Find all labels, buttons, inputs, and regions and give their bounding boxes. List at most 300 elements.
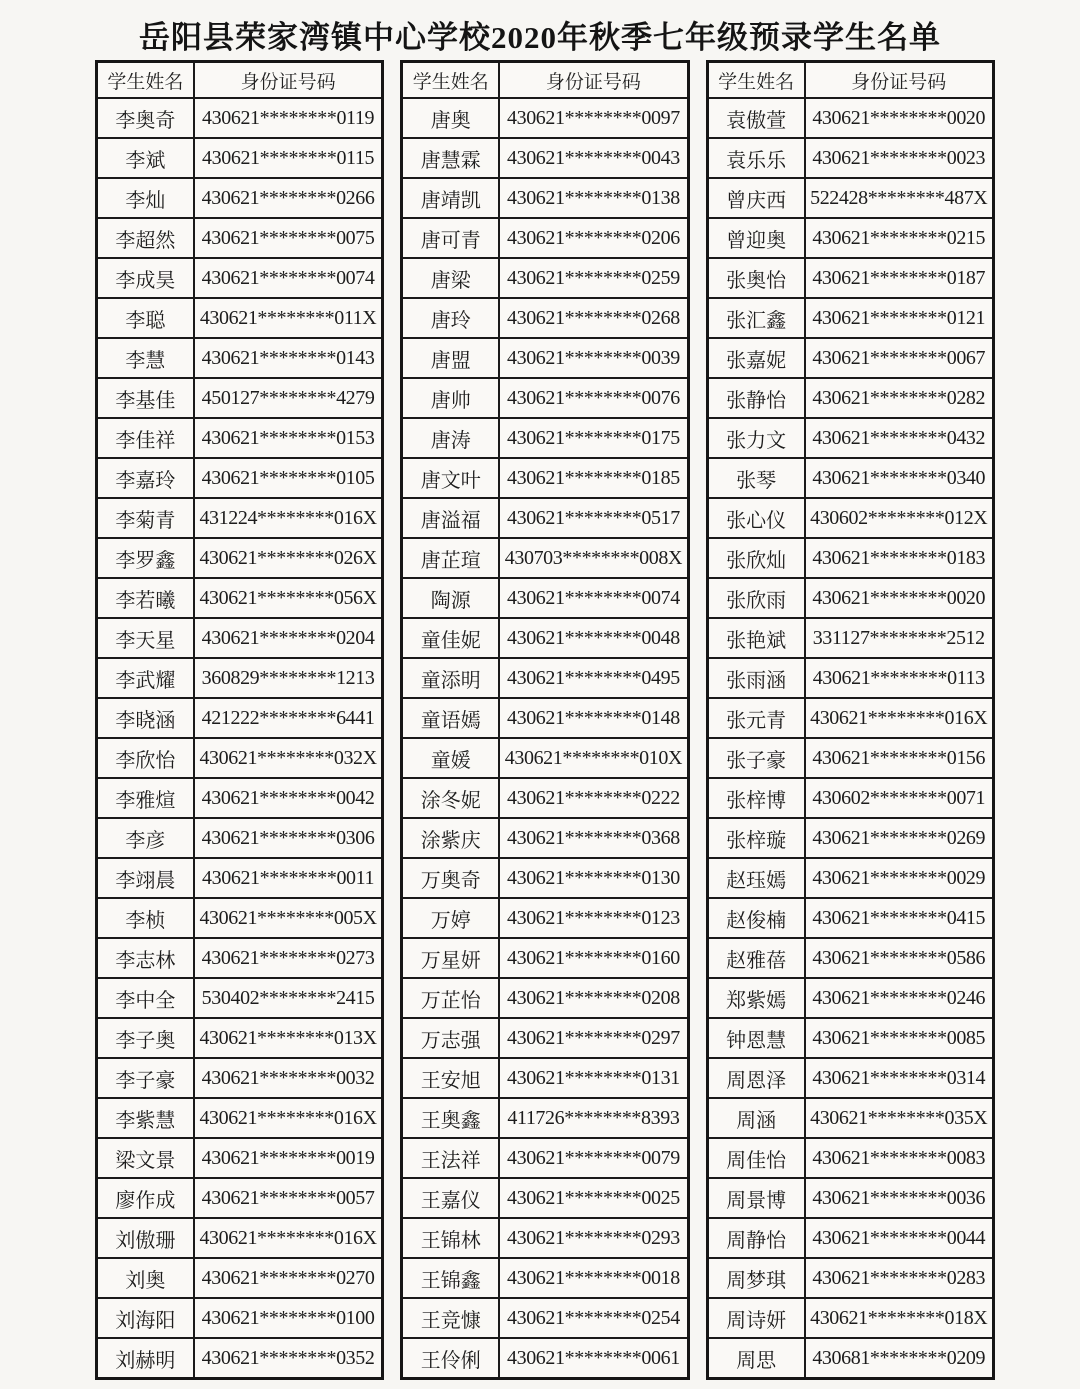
student-id-cell: 430621********0018 (499, 1258, 688, 1298)
table-row (402, 698, 688, 738)
student-name-cell: 赵俊楠 (707, 898, 804, 938)
student-id-cell: 430621********0160 (499, 938, 688, 978)
table-row (707, 458, 993, 498)
table-row (97, 938, 383, 978)
student-name-cell: 李桢 (97, 898, 194, 938)
student-name-cell: 梁文景 (97, 1138, 194, 1178)
table-row (402, 538, 688, 578)
student-name-cell: 王锦鑫 (402, 1258, 499, 1298)
student-id-cell: 430621********0123 (499, 898, 688, 938)
student-id-cell: 430621********0259 (499, 258, 688, 298)
student-name-cell: 张梓博 (707, 778, 804, 818)
table-row (707, 1338, 993, 1379)
student-name-cell: 李斌 (97, 138, 194, 178)
table-row (402, 378, 688, 418)
table-row (97, 1298, 383, 1338)
student-name-cell: 周静怡 (707, 1218, 804, 1258)
student-name-cell: 张琴 (707, 458, 804, 498)
table-row (707, 938, 993, 978)
student-id-cell: 430621********0254 (499, 1298, 688, 1338)
table-row (97, 258, 383, 298)
student-id-cell: 430621********0138 (499, 178, 688, 218)
table-row (707, 418, 993, 458)
student-name-cell: 李雅煊 (97, 778, 194, 818)
student-id-cell: 430621********0187 (805, 258, 994, 298)
table-row (97, 778, 383, 818)
student-id-cell: 430621********0083 (805, 1138, 994, 1178)
student-name-cell: 赵珏嫣 (707, 858, 804, 898)
student-id-cell: 430621********005X (194, 898, 383, 938)
student-name-cell: 刘海阳 (97, 1298, 194, 1338)
student-id-cell: 430621********0036 (805, 1178, 994, 1218)
student-id-cell: 430621********0183 (805, 538, 994, 578)
table-row (707, 1138, 993, 1178)
student-name-cell: 李慧 (97, 338, 194, 378)
student-id-cell: 430621********0011 (194, 858, 383, 898)
student-name-cell: 张雨涵 (707, 658, 804, 698)
table-row (97, 1058, 383, 1098)
student-id-cell: 450127********4279 (194, 378, 383, 418)
student-id-cell: 430621********0039 (499, 338, 688, 378)
student-id-cell: 430621********0208 (499, 978, 688, 1018)
student-name-cell: 李彦 (97, 818, 194, 858)
student-id-cell: 430621********0283 (805, 1258, 994, 1298)
table-row (402, 1058, 688, 1098)
student-name-cell: 周梦琪 (707, 1258, 804, 1298)
roster-table-3 (706, 60, 995, 1380)
table-row (707, 1098, 993, 1138)
student-id-cell: 430621********0268 (499, 298, 688, 338)
table-row (97, 898, 383, 938)
student-id-cell: 430621********0148 (499, 698, 688, 738)
table-row (97, 1218, 383, 1258)
student-name-cell: 唐靖凯 (402, 178, 499, 218)
student-name-cell: 李紫慧 (97, 1098, 194, 1138)
table-row (97, 98, 383, 138)
student-id-cell: 430621********013X (194, 1018, 383, 1058)
table-row (97, 458, 383, 498)
table-row (707, 978, 993, 1018)
table-row (402, 138, 688, 178)
student-name-cell: 张奥怡 (707, 258, 804, 298)
column-header-name: 学生姓名 (707, 62, 804, 99)
table-row (402, 1178, 688, 1218)
student-id-cell: 430621********0115 (194, 138, 383, 178)
student-id-cell: 430621********0306 (194, 818, 383, 858)
student-name-cell: 唐玲 (402, 298, 499, 338)
student-name-cell: 李嘉玲 (97, 458, 194, 498)
table-row (707, 138, 993, 178)
student-id-cell: 430621********0215 (805, 218, 994, 258)
student-id-cell: 430621********0100 (194, 1298, 383, 1338)
student-name-cell: 李子奥 (97, 1018, 194, 1058)
student-id-cell: 430621********0175 (499, 418, 688, 458)
student-id-cell: 430621********0156 (805, 738, 994, 778)
student-id-cell: 430621********032X (194, 738, 383, 778)
student-name-cell: 童媛 (402, 738, 499, 778)
table-row (97, 978, 383, 1018)
student-name-cell: 李聪 (97, 298, 194, 338)
table-row (402, 818, 688, 858)
student-id-cell: 430621********0079 (499, 1138, 688, 1178)
table-row (402, 1298, 688, 1338)
student-name-cell: 李武耀 (97, 658, 194, 698)
student-id-cell: 430621********011X (194, 298, 383, 338)
table-row (707, 338, 993, 378)
student-name-cell: 李中全 (97, 978, 194, 1018)
student-name-cell: 唐梁 (402, 258, 499, 298)
student-id-cell: 331127********2512 (805, 618, 994, 658)
table-row (402, 898, 688, 938)
table-row (97, 658, 383, 698)
table-row (402, 218, 688, 258)
table-row (707, 1298, 993, 1338)
student-id-cell: 430602********0071 (805, 778, 994, 818)
student-id-cell: 430621********018X (805, 1298, 994, 1338)
student-name-cell: 钟恩慧 (707, 1018, 804, 1058)
student-name-cell: 唐文叶 (402, 458, 499, 498)
table-row (97, 738, 383, 778)
student-id-cell: 430621********0495 (499, 658, 688, 698)
table-row (707, 1218, 993, 1258)
student-name-cell: 张子豪 (707, 738, 804, 778)
student-id-cell: 431224********016X (194, 498, 383, 538)
student-name-cell: 周恩泽 (707, 1058, 804, 1098)
table-row (402, 978, 688, 1018)
student-name-cell: 万芷怡 (402, 978, 499, 1018)
table-row (707, 658, 993, 698)
student-name-cell: 张梓璇 (707, 818, 804, 858)
student-name-cell: 赵雅蓓 (707, 938, 804, 978)
student-name-cell: 童语嫣 (402, 698, 499, 738)
student-id-cell: 430621********0293 (499, 1218, 688, 1258)
student-id-cell: 430621********0043 (499, 138, 688, 178)
table-row (402, 418, 688, 458)
student-name-cell: 袁乐乐 (707, 138, 804, 178)
table-row (707, 258, 993, 298)
table-row (707, 738, 993, 778)
student-name-cell: 王嘉仪 (402, 1178, 499, 1218)
student-name-cell: 陶源 (402, 578, 499, 618)
student-name-cell: 李灿 (97, 178, 194, 218)
table-row (97, 578, 383, 618)
student-name-cell: 涂冬妮 (402, 778, 499, 818)
table-row (402, 578, 688, 618)
student-name-cell: 刘傲珊 (97, 1218, 194, 1258)
table-row (707, 578, 993, 618)
student-name-cell: 唐涛 (402, 418, 499, 458)
student-id-cell: 430621********0586 (805, 938, 994, 978)
table-row (707, 698, 993, 738)
student-name-cell: 万婷 (402, 898, 499, 938)
student-name-cell: 万志强 (402, 1018, 499, 1058)
table-row (707, 818, 993, 858)
student-id-cell: 430681********0209 (805, 1338, 994, 1379)
table-row (707, 1258, 993, 1298)
student-name-cell: 童添明 (402, 658, 499, 698)
table-row (402, 1018, 688, 1058)
student-name-cell: 唐奥 (402, 98, 499, 138)
student-name-cell: 周思 (707, 1338, 804, 1379)
student-name-cell: 张欣雨 (707, 578, 804, 618)
student-name-cell: 李菊青 (97, 498, 194, 538)
table-row (97, 618, 383, 658)
student-id-cell: 430621********0119 (194, 98, 383, 138)
student-id-cell: 430621********026X (194, 538, 383, 578)
student-id-cell: 430621********0415 (805, 898, 994, 938)
table-row (402, 98, 688, 138)
student-name-cell: 王伶俐 (402, 1338, 499, 1379)
table-row (402, 1098, 688, 1138)
student-id-cell: 430621********0020 (805, 578, 994, 618)
student-id-cell: 430621********0105 (194, 458, 383, 498)
student-id-cell: 430621********0352 (194, 1338, 383, 1379)
table-row (97, 1338, 383, 1379)
student-name-cell: 万星妍 (402, 938, 499, 978)
table-row (97, 178, 383, 218)
student-name-cell: 刘赫明 (97, 1338, 194, 1379)
student-name-cell: 郑紫嫣 (707, 978, 804, 1018)
student-id-cell: 430621********0340 (805, 458, 994, 498)
student-name-cell: 王安旭 (402, 1058, 499, 1098)
header-row (97, 62, 383, 99)
student-id-cell: 430621********0076 (499, 378, 688, 418)
table-row (402, 258, 688, 298)
student-id-cell: 430621********0113 (805, 658, 994, 698)
student-id-cell: 430621********0432 (805, 418, 994, 458)
student-id-cell: 430621********0048 (499, 618, 688, 658)
student-name-cell: 廖作成 (97, 1178, 194, 1218)
student-id-cell: 430621********0282 (805, 378, 994, 418)
table-row (97, 298, 383, 338)
table-row (402, 458, 688, 498)
student-name-cell: 李超然 (97, 218, 194, 258)
table-row (707, 898, 993, 938)
table-row (97, 1178, 383, 1218)
student-id-cell: 430703********008X (499, 538, 688, 578)
student-id-cell: 430621********0023 (805, 138, 994, 178)
student-name-cell: 李若曦 (97, 578, 194, 618)
student-id-cell: 430621********0273 (194, 938, 383, 978)
table-row (97, 818, 383, 858)
student-id-cell: 430621********0085 (805, 1018, 994, 1058)
student-name-cell: 唐芷瑄 (402, 538, 499, 578)
student-id-cell: 430621********0020 (805, 98, 994, 138)
student-id-cell: 430621********016X (194, 1218, 383, 1258)
table-row (97, 1098, 383, 1138)
student-id-cell: 430621********0153 (194, 418, 383, 458)
table-row (97, 138, 383, 178)
table-row (707, 98, 993, 138)
table-row (707, 618, 993, 658)
table-row (707, 1178, 993, 1218)
table-row (707, 538, 993, 578)
table-row (97, 378, 383, 418)
table-row (402, 778, 688, 818)
table-row (97, 338, 383, 378)
student-name-cell: 周佳怡 (707, 1138, 804, 1178)
table-row (97, 1138, 383, 1178)
table-row (97, 698, 383, 738)
student-name-cell: 张欣灿 (707, 538, 804, 578)
student-name-cell: 李基佳 (97, 378, 194, 418)
student-id-cell: 430621********0044 (805, 1218, 994, 1258)
table-row (402, 738, 688, 778)
student-id-cell: 522428********487X (805, 178, 994, 218)
student-name-cell: 张艳斌 (707, 618, 804, 658)
table-row (402, 338, 688, 378)
student-id-cell: 430621********0097 (499, 98, 688, 138)
student-name-cell: 李佳祥 (97, 418, 194, 458)
table-row (707, 778, 993, 818)
student-name-cell: 王竞慷 (402, 1298, 499, 1338)
student-id-cell: 430621********0269 (805, 818, 994, 858)
student-id-cell: 530402********2415 (194, 978, 383, 1018)
student-id-cell: 430621********0314 (805, 1058, 994, 1098)
table-row (707, 858, 993, 898)
student-name-cell: 周景博 (707, 1178, 804, 1218)
student-id-cell: 430621********0074 (499, 578, 688, 618)
student-name-cell: 唐慧霖 (402, 138, 499, 178)
student-name-cell: 唐帅 (402, 378, 499, 418)
student-id-cell: 430621********0032 (194, 1058, 383, 1098)
student-id-cell: 430621********010X (499, 738, 688, 778)
student-name-cell: 周涵 (707, 1098, 804, 1138)
student-name-cell: 李欣怡 (97, 738, 194, 778)
student-id-cell: 430621********0368 (499, 818, 688, 858)
roster-columns (95, 60, 995, 1380)
table-row (707, 498, 993, 538)
table-row (402, 498, 688, 538)
column-header-id: 身份证号码 (805, 62, 994, 99)
student-id-cell: 430621********0121 (805, 298, 994, 338)
student-name-cell: 唐溢福 (402, 498, 499, 538)
student-name-cell: 张嘉妮 (707, 338, 804, 378)
table-row (402, 298, 688, 338)
student-id-cell: 430621********0246 (805, 978, 994, 1018)
student-name-cell: 周诗妍 (707, 1298, 804, 1338)
roster-table-2 (400, 60, 689, 1380)
table-row (402, 1258, 688, 1298)
student-id-cell: 430621********0270 (194, 1258, 383, 1298)
table-row (707, 178, 993, 218)
student-name-cell: 张元青 (707, 698, 804, 738)
student-name-cell: 张力文 (707, 418, 804, 458)
student-name-cell: 李成昊 (97, 258, 194, 298)
table-row (707, 1058, 993, 1098)
student-id-cell: 430621********035X (805, 1098, 994, 1138)
student-name-cell: 李子豪 (97, 1058, 194, 1098)
table-row (97, 418, 383, 458)
student-id-cell: 430621********016X (805, 698, 994, 738)
student-id-cell: 430621********0131 (499, 1058, 688, 1098)
table-row (402, 1138, 688, 1178)
student-name-cell: 李翊晨 (97, 858, 194, 898)
student-name-cell: 袁傲萱 (707, 98, 804, 138)
column-header-name: 学生姓名 (97, 62, 194, 99)
table-row (402, 938, 688, 978)
student-name-cell: 王奥鑫 (402, 1098, 499, 1138)
student-name-cell: 张静怡 (707, 378, 804, 418)
table-row (97, 218, 383, 258)
student-name-cell: 张汇鑫 (707, 298, 804, 338)
student-name-cell: 王法祥 (402, 1138, 499, 1178)
student-name-cell: 王锦林 (402, 1218, 499, 1258)
table-row (402, 858, 688, 898)
header-row (707, 62, 993, 99)
student-name-cell: 曾庆西 (707, 178, 804, 218)
student-id-cell: 430621********056X (194, 578, 383, 618)
table-row (97, 858, 383, 898)
table-row (97, 1018, 383, 1058)
table-row (97, 1258, 383, 1298)
table-row (402, 1218, 688, 1258)
student-name-cell: 涂紫庆 (402, 818, 499, 858)
student-name-cell: 刘奥 (97, 1258, 194, 1298)
student-id-cell: 430621********0025 (499, 1178, 688, 1218)
page-title: 岳阳县荣家湾镇中心学校2020年秋季七年级预录学生名单 (139, 20, 941, 55)
student-name-cell: 曾迎奥 (707, 218, 804, 258)
student-name-cell: 李罗鑫 (97, 538, 194, 578)
table-row (402, 1338, 688, 1379)
table-row (707, 298, 993, 338)
table-row (97, 538, 383, 578)
student-id-cell: 430621********0517 (499, 498, 688, 538)
student-name-cell: 唐盟 (402, 338, 499, 378)
student-id-cell: 421222********6441 (194, 698, 383, 738)
student-id-cell: 430621********0130 (499, 858, 688, 898)
column-header-id: 身份证号码 (194, 62, 383, 99)
student-name-cell: 李奥奇 (97, 98, 194, 138)
student-id-cell: 430621********0019 (194, 1138, 383, 1178)
student-id-cell: 430621********0206 (499, 218, 688, 258)
student-id-cell: 430621********0029 (805, 858, 994, 898)
student-id-cell: 411726********8393 (499, 1098, 688, 1138)
table-row (97, 498, 383, 538)
student-id-cell: 430621********016X (194, 1098, 383, 1138)
student-name-cell: 李晓涵 (97, 698, 194, 738)
table-row (707, 378, 993, 418)
header-row (402, 62, 688, 99)
student-id-cell: 430621********0061 (499, 1338, 688, 1379)
table-row (402, 658, 688, 698)
student-id-cell: 430621********0075 (194, 218, 383, 258)
student-id-cell: 430602********012X (805, 498, 994, 538)
column-header-name: 学生姓名 (402, 62, 499, 99)
roster-table-1 (95, 60, 384, 1380)
table-row (707, 218, 993, 258)
student-id-cell: 430621********0074 (194, 258, 383, 298)
student-name-cell: 童佳妮 (402, 618, 499, 658)
student-id-cell: 430621********0266 (194, 178, 383, 218)
student-id-cell: 430621********0297 (499, 1018, 688, 1058)
student-name-cell: 李天星 (97, 618, 194, 658)
student-id-cell: 430621********0057 (194, 1178, 383, 1218)
student-name-cell: 张心仪 (707, 498, 804, 538)
student-name-cell: 唐可青 (402, 218, 499, 258)
column-header-id: 身份证号码 (499, 62, 688, 99)
student-id-cell: 430621********0067 (805, 338, 994, 378)
table-row (402, 618, 688, 658)
student-id-cell: 430621********0042 (194, 778, 383, 818)
table-row (707, 1018, 993, 1058)
student-name-cell: 万奥奇 (402, 858, 499, 898)
table-row (402, 178, 688, 218)
student-name-cell: 李志林 (97, 938, 194, 978)
student-id-cell: 430621********0185 (499, 458, 688, 498)
student-id-cell: 430621********0222 (499, 778, 688, 818)
student-id-cell: 360829********1213 (194, 658, 383, 698)
